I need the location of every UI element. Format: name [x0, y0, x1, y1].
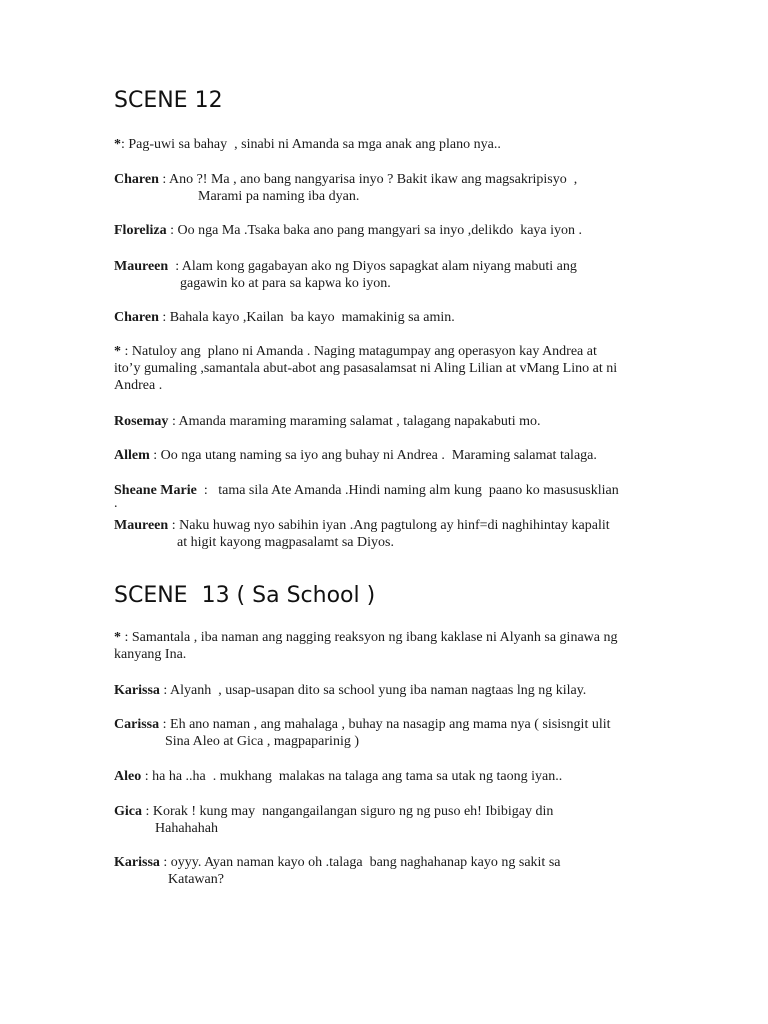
speaker-name: Sheane Marie: [114, 483, 197, 498]
dialogue-text: : Alyanh , usap-usapan dito sa school yung iba naman nagtaas lng ng kilay.: [159, 683, 587, 698]
script-line: [114, 803, 674, 837]
script-line: [114, 482, 674, 509]
script-line: [114, 258, 674, 292]
dialogue-text: : oyyy. Ayan naman kayo oh .talaga bang naghahanap kayo ng sakit sa: [159, 855, 561, 870]
dialogue-text: : Natuloy ang plano ni Amanda . Naging matagumpay ang operasyon kay Andrea at: [121, 344, 597, 359]
dialogue-text: : Naku huwag nyo sabihin iyan .Ang pagtulong ay hinf=di naghihintay kapalit: [168, 518, 610, 533]
dialogue-continuation: kanyang Ina.: [114, 647, 187, 662]
dialogue-continuation: Katawan?: [168, 872, 224, 887]
script-line: [114, 343, 674, 394]
dialogue-text: : Oo nga utang naming sa iyo ang buhay ni Andrea . Maraming salamat talaga.: [149, 448, 597, 463]
dialogue-continuation: Sina Aleo at Gica , magpaparinig ): [165, 734, 359, 749]
dialogue-continuation: Hahahahah: [155, 821, 218, 836]
speaker-name: Allem: [114, 448, 150, 463]
speaker-name: *: [114, 344, 121, 359]
dialogue-text: : ha ha ..ha . mukhang malakas na talaga ang tama sa utak ng taong iyan..: [141, 769, 563, 784]
dialogue-text: : tama sila Ate Amanda .Hindi naming alm kung paano ko masususklian: [196, 483, 619, 498]
script-line: [114, 629, 674, 663]
scene-13-heading: SCENE 13 ( Sa School ): [114, 583, 376, 608]
script-line: [114, 768, 674, 785]
dialogue-text: : Amanda maraming maraming salamat , talagang napakabuti mo.: [168, 414, 541, 429]
dialogue-text: : Korak ! kung may nangangailangan siguro ng ng puso eh! Ibibigay din: [142, 804, 554, 819]
speaker-name: Carissa: [114, 717, 160, 732]
dialogue-text: : Pag-uwi sa bahay , sinabi ni Amanda sa mga anak ang plano nya..: [121, 137, 501, 152]
speaker-name: Maureen: [114, 259, 169, 274]
dialogue-continuation: at higit kayong magpasalamt sa Diyos.: [177, 535, 394, 550]
dialogue-continuation: Marami pa naming iba dyan.: [198, 189, 360, 204]
script-line: [114, 716, 674, 750]
script-line: [114, 309, 674, 326]
script-line: [114, 682, 674, 699]
script-line: [114, 136, 674, 153]
speaker-name: Charen: [114, 310, 159, 325]
dialogue-text: : Eh ano naman , ang mahalaga , buhay na nasagip ang mama nya ( sisisngit ulit: [159, 717, 611, 732]
scene-12-heading: SCENE 12: [114, 88, 223, 113]
dialogue-continuation: Andrea .: [114, 378, 163, 393]
speaker-name: Rosemay: [114, 414, 169, 429]
script-line: [114, 447, 674, 464]
speaker-name: Karissa: [114, 855, 160, 870]
dialogue-text: : Ano ?! Ma , ano bang nangyarisa inyo ? Bakit ikaw ang magsakripisyo ,: [158, 172, 578, 187]
dialogue-text: : Bahala kayo ,Kailan ba kayo mamakinig sa amin.: [158, 310, 455, 325]
speaker-name: Floreliza: [114, 223, 167, 238]
dialogue-continuation: .: [114, 496, 118, 511]
dialogue-text: : Samantala , iba naman ang nagging reaksyon ng ibang kaklase ni Alyanh sa ginawa ng: [121, 630, 618, 645]
speaker-name: Charen: [114, 172, 159, 187]
speaker-name: Maureen: [114, 518, 169, 533]
script-line: [114, 222, 674, 239]
dialogue-text: : Oo nga Ma .Tsaka baka ano pang mangyari sa inyo ,delikdo kaya iyon .: [166, 223, 583, 238]
speaker-name: *: [114, 137, 121, 152]
speaker-name: Gica: [114, 804, 142, 819]
dialogue-text: : Alam kong gagabayan ako ng Diyos sapagkat alam niyang mabuti ang: [168, 259, 577, 274]
speaker-name: Aleo: [114, 769, 142, 784]
script-line: [114, 413, 674, 430]
dialogue-continuation: ito’y gumaling ,samantala abut-abot ang pasasalamsat ni Aling Lilian at vMang Lino at ni: [114, 361, 618, 376]
script-line: [114, 517, 674, 551]
script-line: [114, 854, 674, 888]
script-line: [114, 171, 674, 205]
speaker-name: *: [114, 630, 121, 645]
speaker-name: Karissa: [114, 683, 160, 698]
dialogue-continuation: gagawin ko at para sa kapwa ko iyon.: [180, 276, 391, 291]
